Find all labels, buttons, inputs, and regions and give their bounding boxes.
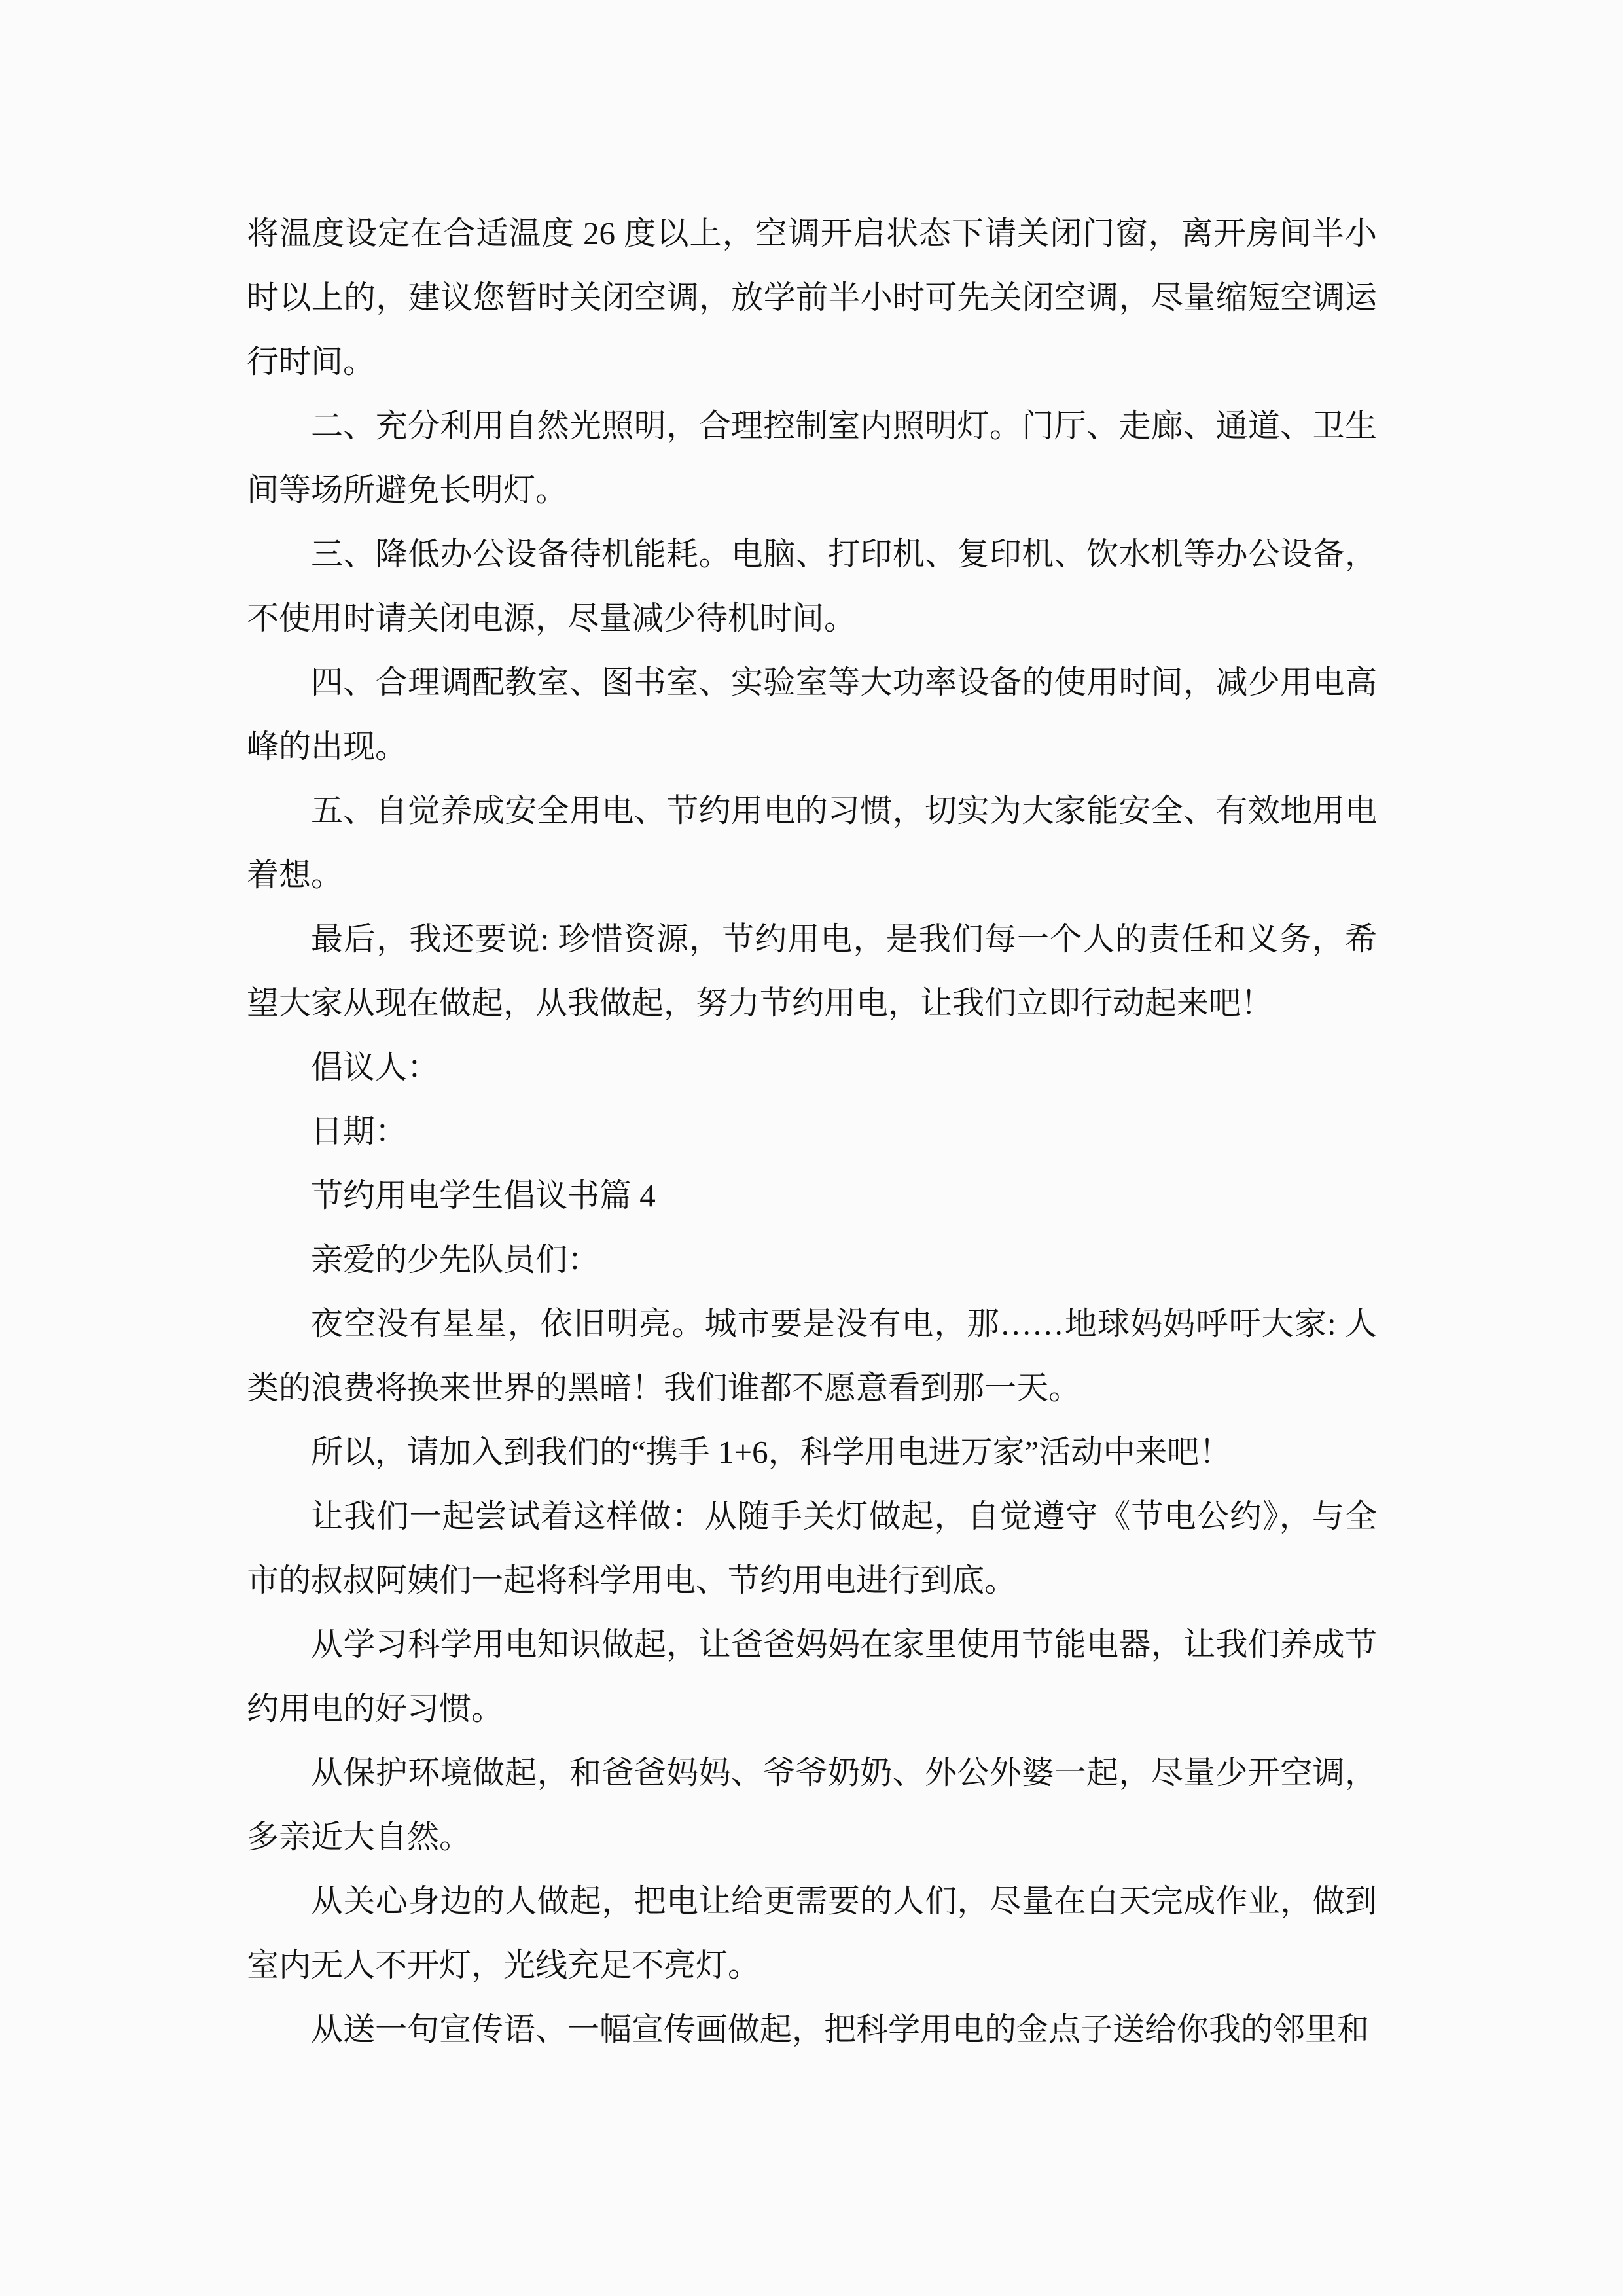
paragraph-continuation: 将温度设定在合适温度 26 度以上，空调开启状态下请关闭门窗，离开房间半小时以上的，建议您暂时关闭空调，放学前半小时可先关闭空调，尽量缩短空调运行时间。 [247,215,1377,380]
paragraph-action-2: 从学习科学用电知识做起，让爸爸妈妈在家里使用节能电器，让我们养成节约用电的好习惯。 [247,1626,1377,1727]
paragraph-action-4: 从关心身边的人做起，把电让给更需要的人们，尽量在白天完成作业，做到室内无人不开灯，光线充足不亮灯。 [247,1883,1377,1983]
signature-line: 倡议人： [311,1049,440,1085]
paragraph-action-1: 让我们一起尝试着这样做：从随手关灯做起，自觉遵守《节电公约》，与全市的叔叔阿姨们一起将科学用电、节约用电进行到底。 [247,1498,1377,1598]
paragraph-point-three: 三、降低办公设备待机能耗。电脑、打印机、复印机、饮水机等办公设备，不使用时请关闭电源，尽量减少待机时间。 [247,536,1377,636]
document-body [247,202,1377,2062]
paragraph-action-5: 从送一句宣传语、一幅宣传画做起，把科学用电的金点子送给你我的邻里和 [311,2011,1370,2047]
paragraph-point-two: 二、充分利用自然光照明，合理控制室内照明灯。门厅、走廊、通道、卫生间等场所避免长明灯。 [247,408,1377,508]
paragraph-point-five: 五、自觉养成安全用电、节约用电的习惯，切实为大家能安全、有效地用电着想。 [247,793,1377,893]
section-heading: 节约用电学生倡议书篇 4 [311,1177,656,1213]
paragraph-point-four: 四、合理调配教室、图书室、实验室等大功率设备的使用时间，减少用电高峰的出现。 [247,664,1377,764]
salutation: 亲爱的少先队员们： [311,1242,600,1278]
paragraph-closing: 最后，我还要说: 珍惜资源，节约用电，是我们每一个人的责任和义务，希望大家从现在做起，从我做起，努力节约用电，让我们立即行动起来吧！ [247,921,1377,1021]
paragraph-call-to-action: 所以，请加入到我们的“携手 1+6，科学用电进万家”活动中来吧！ [311,1434,1232,1470]
date-line: 日期： [311,1113,408,1149]
paragraph-intro: 夜空没有星星，依旧明亮。城市要是没有电，那……地球妈妈呼吁大家: 人类的浪费将换来世界的黑暗！我们谁都不愿意看到那一天。 [247,1306,1377,1406]
paragraph-action-3: 从保护环境做起，和爸爸妈妈、爷爷奶奶、外公外婆一起，尽量少开空调，多亲近大自然。 [247,1755,1377,1855]
